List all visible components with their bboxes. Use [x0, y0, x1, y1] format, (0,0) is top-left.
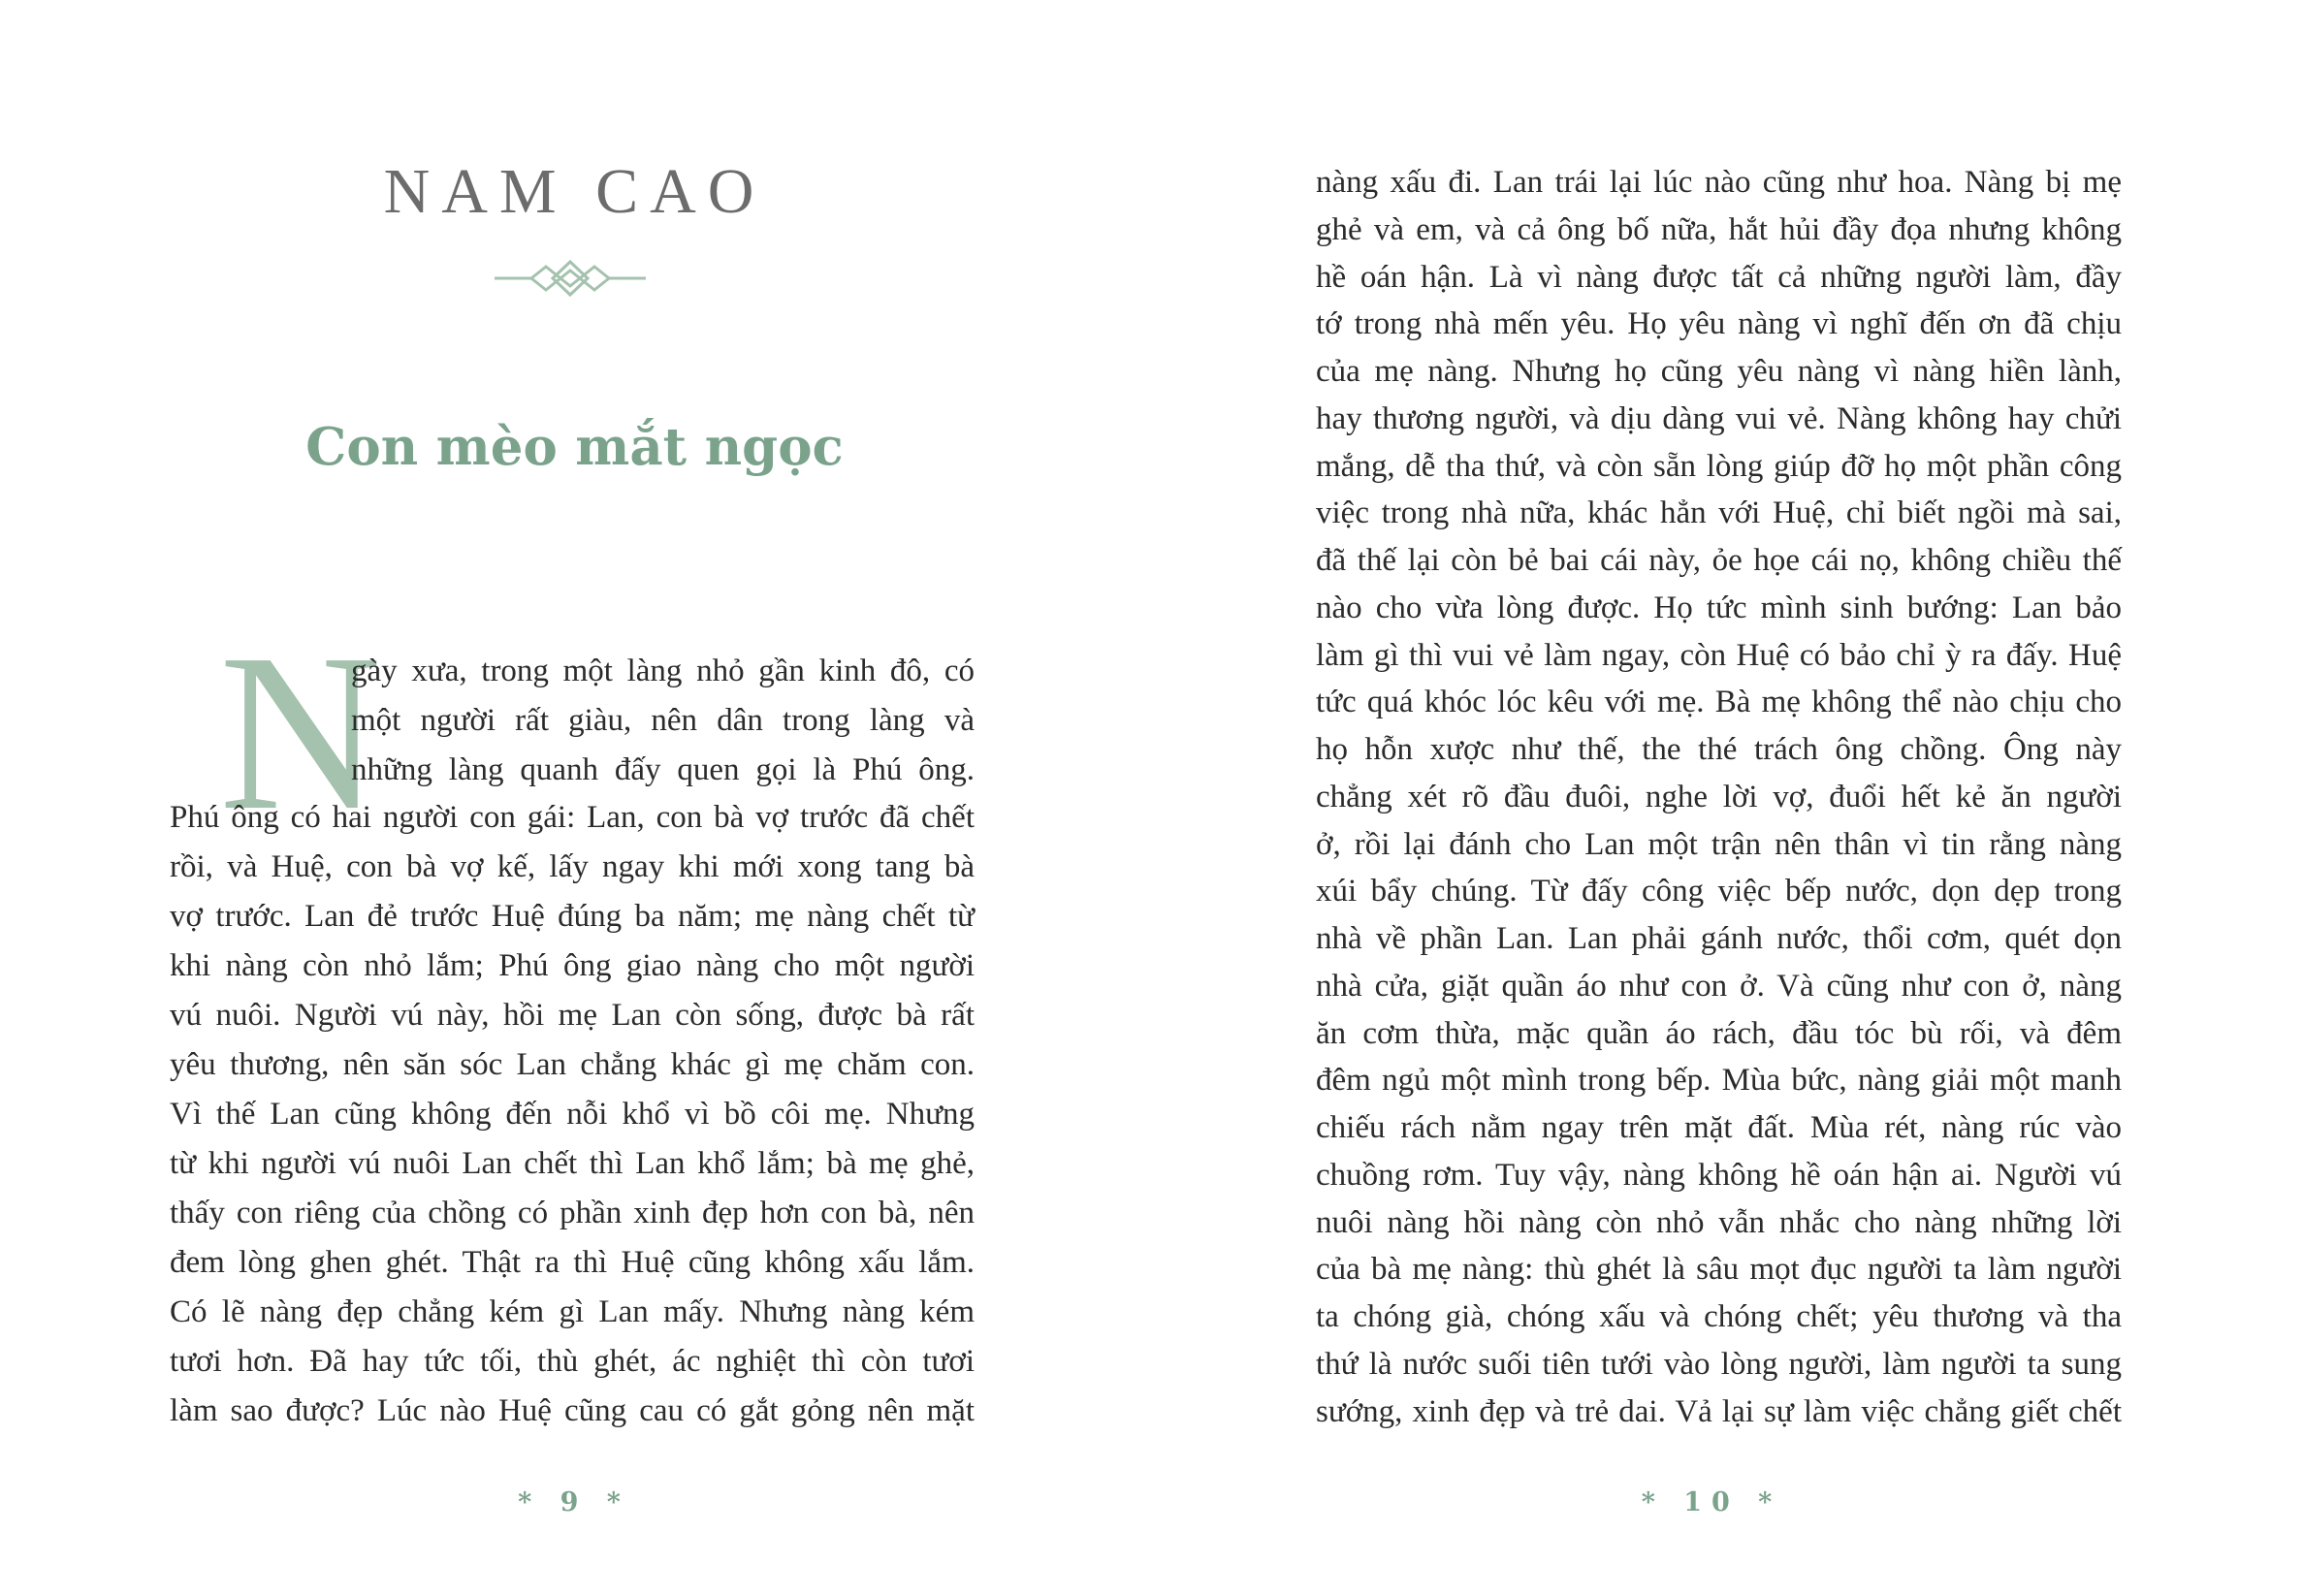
text-line: nào cho vừa lòng được. Họ tức mình sinh bướng: Lan bảo — [1316, 590, 2122, 625]
text-line: một người rất giàu, nên dân trong làng và — [351, 703, 975, 738]
text-line: của mẹ nàng. Nhưng họ cũng yêu nàng vì nàng hiền lành, — [1316, 354, 2122, 389]
text-line: vợ trước. Lan đẻ trước Huệ đúng ba năm; mẹ nàng chết từ — [170, 899, 975, 934]
text-line: xúi bẩy chúng. Từ đấy công việc bếp nước, dọn dẹp trong — [1316, 874, 2122, 910]
text-line: những làng quanh đấy quen gọi là Phú ông. — [351, 752, 975, 787]
ornament-divider-icon — [493, 254, 648, 303]
text-line: chẳng xét rõ đầu đuôi, nghe lời vợ, đuổi hết kẻ ăn người — [1316, 779, 2122, 814]
text-line: làm gì thì vui vẻ làm ngay, còn Huệ có bảo chỉ ỳ ra đấy. Huệ — [1316, 637, 2122, 673]
text-line: đem lòng ghen ghét. Thật ra thì Huệ cũng không xấu lắm. — [170, 1245, 975, 1280]
left-page — [0, 0, 1151, 1596]
text-line: từ khi người vú nuôi Lan chết thì Lan khổ lắm; bà mẹ ghẻ, — [170, 1146, 975, 1181]
text-line: vú nuôi. Người vú này, hồi mẹ Lan còn sống, được bà rất — [170, 998, 975, 1033]
page-number: * 9 * — [518, 1487, 630, 1517]
text-line: nhà về phần Lan. Lan phải gánh nước, thổi cơm, quét dọn — [1316, 921, 2122, 956]
text-line: mắng, dễ tha thứ, và còn sẵn lòng giúp đỡ họ một phần công — [1316, 448, 2122, 484]
text-line: ta chóng già, chóng xấu và chóng chết; yêu thương và tha — [1316, 1299, 2122, 1334]
text-line: họ hỗn xược như thế, the thé trách ông chồng. Ông này — [1316, 732, 2122, 767]
text-line: nhà cửa, giặt quần áo như con ở. Và cũng như con ở, nàng — [1316, 968, 2122, 1004]
text-line: Phú ông có hai người con gái: Lan, con bà vợ trước đã chết — [170, 800, 975, 835]
text-line: nuôi nàng hồi nàng còn nhỏ vẫn nhắc cho nàng những lời — [1316, 1204, 2122, 1240]
text-line: của bà mẹ nàng: thù ghét là sâu mọt đục người ta làm người — [1316, 1252, 2122, 1288]
text-line: Có lẽ nàng đẹp chẳng kém gì Lan mấy. Nhưng nàng kém — [170, 1294, 975, 1329]
text-line: tươi hơn. Đã hay tức tối, thù ghét, ác nghiệt thì còn tươi — [170, 1344, 975, 1379]
text-line: khi nàng còn nhỏ lắm; Phú ông giao nàng cho một người — [170, 948, 975, 983]
page-number: * 10 * — [1641, 1487, 1782, 1517]
text-line: chuồng rơm. Tuy vậy, nàng không hề oán hận ai. Người vú — [1316, 1157, 2122, 1193]
story-title: Con mèo mắt ngọc — [305, 417, 844, 477]
drop-cap: N — [219, 608, 382, 857]
text-line: gày xưa, trong một làng nhỏ gần kinh đô, có — [351, 654, 975, 688]
text-line: hay thương người, và dịu dàng vui vẻ. Nàng không hay chửi — [1316, 400, 2122, 436]
text-line: chiếu rách nằm ngay trên mặt đất. Mùa rét, nàng rúc vào — [1316, 1110, 2122, 1145]
text-line: ăn cơm thừa, mặc quần áo rách, đầu tóc bù rối, và đêm — [1316, 1015, 2122, 1051]
text-line: thấy con riêng của chồng có phần xinh đẹp hơn con bà, nên — [170, 1196, 975, 1230]
text-line: ở, rồi lại đánh cho Lan một trận nên thân vì tin rằng nàng — [1316, 826, 2122, 862]
text-line: sướng, xinh đẹp và trẻ dai. Vả lại sự làm việc chẳng giết chết — [1316, 1393, 2122, 1429]
text-line: tức quá khóc lóc kêu với mẹ. Bà mẹ không thể nào chịu cho — [1316, 685, 2122, 720]
text-line: việc trong nhà nữa, khác hẳn với Huệ, chỉ biết ngồi mà sai, — [1316, 495, 2122, 531]
text-line: làm sao được? Lúc nào Huệ cũng cau có gắt gỏng nên mặt — [170, 1393, 975, 1428]
text-line: yêu thương, nên săn sóc Lan chẳng khác gì mẹ chăm con. — [170, 1047, 975, 1082]
text-line: tớ trong nhà mến yêu. Họ yêu nàng vì nghĩ đến ơn đã chịu — [1316, 306, 2122, 342]
text-line: thứ là nước suối tiên tưới vào lòng người, làm người ta sung — [1316, 1346, 2122, 1382]
text-line: nàng xấu đi. Lan trái lại lúc nào cũng như hoa. Nàng bị mẹ — [1316, 165, 2122, 200]
text-line: đêm ngủ một mình trong bếp. Mùa bức, nàng giải một manh — [1316, 1063, 2122, 1099]
text-line: ghẻ và em, và cả ông bố nữa, hắt hủi đầy đọa nhưng không — [1316, 211, 2122, 247]
text-line: Vì thế Lan cũng không đến nỗi khổ vì bồ côi mẹ. Nhưng — [170, 1097, 975, 1132]
author-name: NAM CAO — [383, 156, 766, 227]
text-line: hề oán hận. Là vì nàng được tất cả những người làm, đầy — [1316, 259, 2122, 295]
text-line: đã thế lại còn bẻ bai cái này, ỏe họe cái nọ, không chiều thế — [1316, 543, 2122, 578]
text-line: rồi, và Huệ, con bà vợ kế, lấy ngay khi mới xong tang bà — [170, 849, 975, 884]
